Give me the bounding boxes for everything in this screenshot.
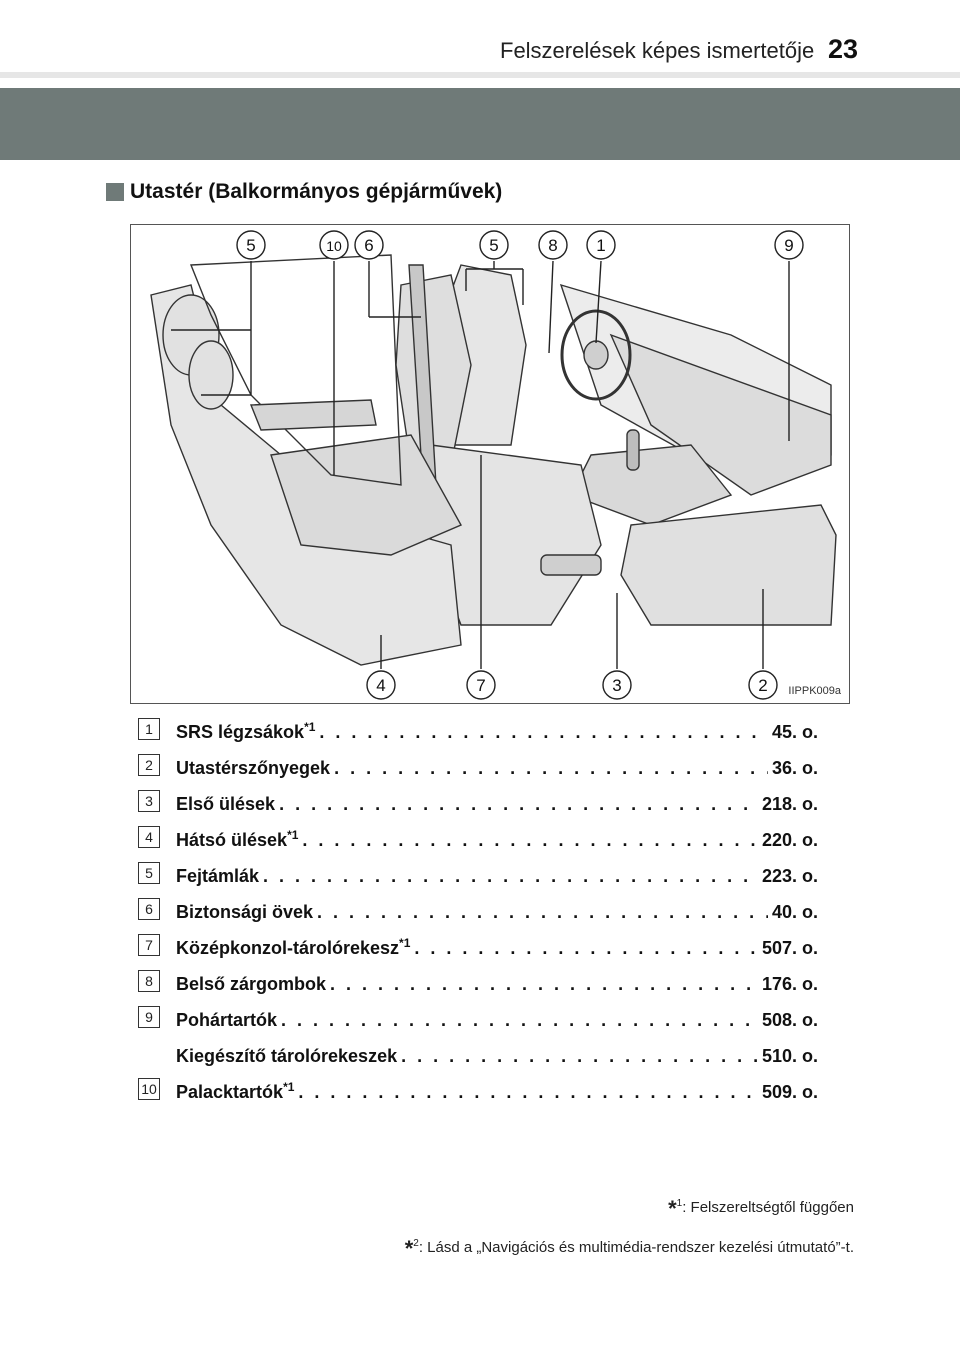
item-number: 10 bbox=[138, 1078, 160, 1100]
item-number: 8 bbox=[138, 970, 160, 992]
callout-top bbox=[539, 231, 567, 259]
item-number: 6 bbox=[138, 898, 160, 920]
page-ref[interactable]: 508. o. bbox=[761, 1009, 818, 1030]
callout-bottom bbox=[749, 671, 777, 699]
leader-dots bbox=[298, 1082, 758, 1103]
callout-label: 5 bbox=[489, 236, 499, 255]
item-footnote-mark: *1 bbox=[399, 935, 411, 950]
item-footnote-mark: *1 bbox=[287, 827, 299, 842]
parts-list bbox=[138, 714, 818, 1110]
item-label-secondary: Kiegészítő tárolórekeszek bbox=[176, 1045, 398, 1066]
page-ref[interactable]: 36. o. bbox=[771, 757, 818, 778]
leader-dots bbox=[334, 758, 768, 779]
page-ref[interactable]: 220. o. bbox=[761, 829, 818, 850]
callout-top bbox=[355, 231, 383, 259]
footnote bbox=[405, 1236, 854, 1262]
footnote-number: 2 bbox=[413, 1238, 419, 1249]
item-label: Középkonzol-tárolórekesz bbox=[176, 937, 400, 958]
callout-top bbox=[587, 231, 615, 259]
callout-label: 6 bbox=[364, 236, 374, 255]
callout-label: 9 bbox=[784, 236, 794, 255]
callout-label: 1 bbox=[596, 236, 606, 255]
list-item bbox=[138, 822, 818, 858]
item-number: 5 bbox=[138, 862, 160, 884]
page-ref[interactable]: 507. o. bbox=[761, 937, 818, 958]
item-footnote-mark: *1 bbox=[304, 719, 316, 734]
callout-top bbox=[480, 231, 508, 259]
section-heading bbox=[106, 180, 502, 204]
callout-label: 5 bbox=[246, 236, 256, 255]
page-ref[interactable]: 176. o. bbox=[761, 973, 818, 994]
item-label: Első ülések bbox=[176, 793, 276, 814]
list-item bbox=[138, 930, 818, 966]
leader-dots bbox=[401, 1046, 758, 1067]
list-item bbox=[138, 786, 818, 822]
page-number: 23 bbox=[828, 34, 859, 64]
header-rule bbox=[0, 72, 960, 78]
list-item bbox=[138, 714, 818, 750]
callout-label: 7 bbox=[476, 676, 486, 695]
item-label: Belső zárgombok bbox=[176, 973, 327, 994]
leader-dots bbox=[319, 722, 768, 743]
footnote-number: 1 bbox=[676, 1198, 683, 1209]
page-ref[interactable]: 40. o. bbox=[771, 901, 818, 922]
footnote-text: : Lásd a „Navigációs és multimédia-rendszer kezelési útmutató”-t. bbox=[418, 1239, 854, 1256]
item-label: Pohártartók bbox=[176, 1009, 278, 1030]
section-title: Utastér (Balkormányos gépjárművek) bbox=[130, 180, 503, 203]
leader-dots bbox=[302, 830, 758, 851]
running-header: Felszerelések képes ismertetője bbox=[500, 38, 815, 63]
item-number: 1 bbox=[138, 718, 160, 740]
leader-dots bbox=[281, 1010, 758, 1031]
item-label: SRS légzsákok bbox=[176, 721, 305, 742]
list-item bbox=[138, 1074, 818, 1110]
item-label: Fejtámlák bbox=[176, 865, 260, 886]
page-ref[interactable]: 218. o. bbox=[761, 793, 818, 814]
item-number: 4 bbox=[138, 826, 160, 848]
footnote-text: : Felszereltségtől függően bbox=[682, 1199, 854, 1216]
page-ref[interactable]: 510. o. bbox=[761, 1045, 818, 1066]
callout-label: 8 bbox=[548, 236, 558, 255]
leader-dots bbox=[414, 938, 758, 959]
leader-dots bbox=[263, 866, 758, 887]
item-number: 2 bbox=[138, 754, 160, 776]
footnotes bbox=[405, 1196, 854, 1276]
item-number: 7 bbox=[138, 934, 160, 956]
callout-label: 10 bbox=[326, 238, 342, 254]
interior-illustration bbox=[131, 225, 849, 703]
section-marker-icon bbox=[106, 183, 124, 201]
callout-label: 2 bbox=[758, 676, 768, 695]
item-label: Hátsó ülések bbox=[176, 829, 288, 850]
list-item bbox=[138, 750, 818, 786]
page-ref[interactable]: 45. o. bbox=[771, 721, 818, 742]
footnote-star: * bbox=[668, 1196, 677, 1221]
callout-top bbox=[320, 231, 348, 259]
item-label: Utastérszőnyegek bbox=[176, 757, 331, 778]
item-label: Biztonsági övek bbox=[176, 901, 314, 922]
footnote-star: * bbox=[404, 1236, 414, 1261]
page-ref[interactable]: 509. o. bbox=[761, 1081, 818, 1102]
footnote bbox=[405, 1196, 854, 1222]
callout-bottom bbox=[367, 671, 395, 699]
leader-dots bbox=[279, 794, 758, 815]
item-number: 9 bbox=[138, 1006, 160, 1028]
item-label: Palacktartók bbox=[176, 1081, 284, 1102]
callout-bottom bbox=[467, 671, 495, 699]
callout-top bbox=[237, 231, 265, 259]
page-ref[interactable]: 223. o. bbox=[761, 865, 818, 886]
leader-dots bbox=[317, 902, 768, 923]
callout-label: 4 bbox=[376, 676, 386, 695]
interior-figure bbox=[130, 224, 850, 704]
list-item bbox=[138, 894, 818, 930]
leader-dots bbox=[330, 974, 758, 995]
list-item bbox=[138, 966, 818, 1002]
item-footnote-mark: *1 bbox=[283, 1079, 295, 1094]
header-band bbox=[0, 88, 960, 160]
figure-code: IIPPK009a bbox=[788, 685, 841, 697]
item-number: 3 bbox=[138, 790, 160, 812]
callout-top bbox=[775, 231, 803, 259]
list-item bbox=[138, 1002, 818, 1074]
callout-bottom bbox=[603, 671, 631, 699]
list-item bbox=[138, 858, 818, 894]
callout-label: 3 bbox=[612, 676, 622, 695]
